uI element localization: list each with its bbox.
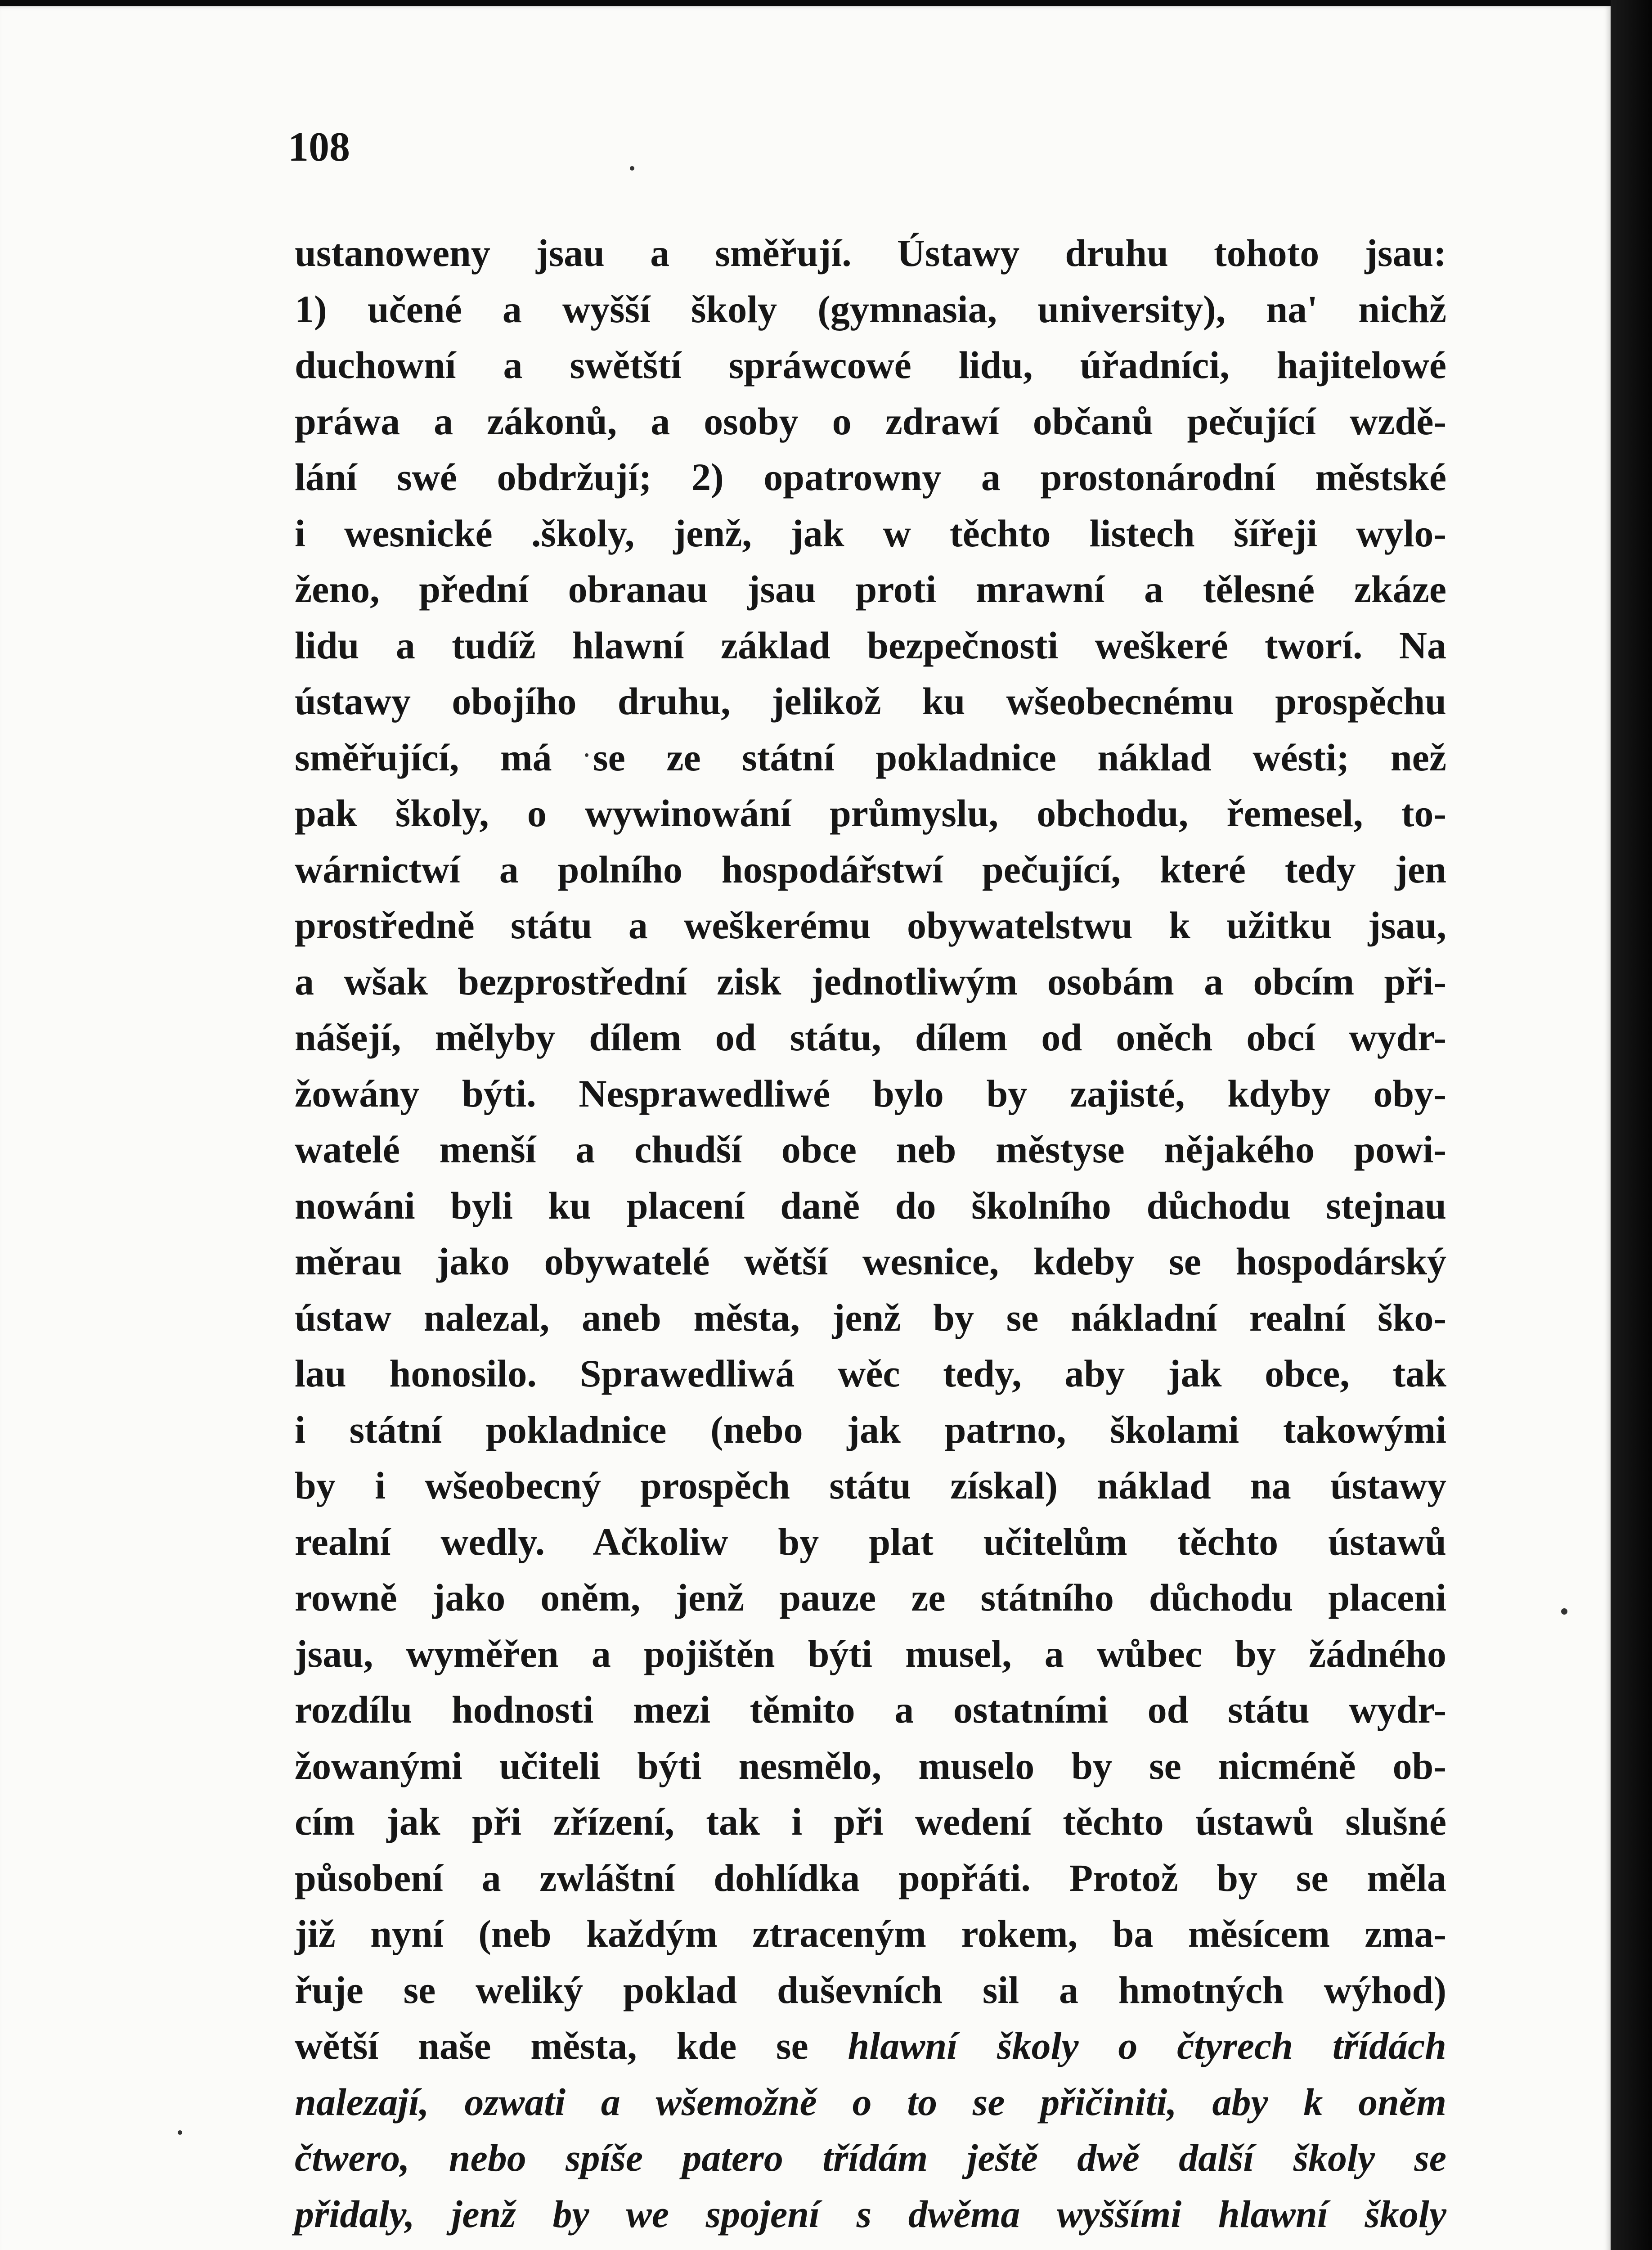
text-line: ústawy obojího druhu, jelikož ku wšeobecnému prospěchu: [295, 680, 1446, 723]
text-line: ustanoweny jsau a směřují. Ústawy druhu tohoto jsau:: [295, 231, 1446, 274]
text-line: a wšak bezprostřední zisk jednotliwým osobám a obcím při-: [295, 959, 1446, 1003]
text-line: lání swé obdržují; 2) opatrowny a prostonárodní městské: [295, 455, 1446, 499]
text-line: lidu a tudíž hlawní základ bezpečnosti weškeré tworí. Na: [295, 623, 1446, 667]
text-line: realní wedly. Ačkoliw by plat učitelům těchto ústawů: [295, 1520, 1446, 1563]
text-line: i státní pokladnice (nebo jak patrno, školami takowými: [295, 1408, 1446, 1451]
text-line-italic-part: hlawní školy o čtyrech třídách: [848, 2024, 1446, 2067]
text-line: směřující, má se ze státní pokladnice náklad wésti; než: [295, 735, 1446, 779]
body-text: [295, 225, 1446, 2242]
text-line: lau honosilo. Sprawedliwá wěc tedy, aby jak obce, tak: [295, 1352, 1446, 1395]
text-line: [295, 2018, 1446, 2074]
paper-speck: [1561, 1608, 1567, 1615]
text-line: řuje se weliký poklad duševních sil a hmotných wýhod): [295, 1968, 1446, 2012]
text-line: prostředně státu a weškerému obywatelstwu k užitku jsau,: [295, 904, 1446, 947]
text-line: práwa a zákonů, a osoby o zdrawí občanů pečující wzdě-: [295, 399, 1446, 443]
text-line: nalezají, ozwati a wšemožně o to se přičiniti, aby k oněm: [295, 2080, 1446, 2124]
text-line: přidaly, jenž by we spojení s dwěma wyššími hlawní školy: [295, 2192, 1446, 2236]
text-line: již nyní (neb každým ztraceným rokem, ba měsícem zma-: [295, 1912, 1446, 1955]
text-line: 1) učené a wyšší školy (gymnasia, university), na' nichž: [295, 287, 1446, 331]
paper-speck: [630, 166, 634, 171]
text-line: duchowní a swětští spráwcowé lidu, úřadníci, hajitelowé: [295, 343, 1446, 387]
text-line: žowanými učiteli býti nesmělo, muselo by se nicméně ob-: [295, 1744, 1446, 1787]
text-line: měrau jako obywatelé wětší wesnice, kdeby se hospodárský: [295, 1240, 1446, 1283]
text-line: ústaw nalezal, aneb města, jenž by se nákladní realní ško-: [295, 1296, 1446, 1339]
text-line: watelé menší a chudší obce neb městyse nějakého powi-: [295, 1128, 1446, 1171]
text-line: nowáni byli ku placení daně do školního důchodu stejnau: [295, 1184, 1446, 1227]
text-line: žowány býti. Nesprawedliwé bylo by zajisté, kdyby oby-: [295, 1071, 1446, 1115]
paper-speck: [178, 2130, 182, 2135]
text-line: rozdílu hodnosti mezi těmito a ostatními od státu wydr-: [295, 1688, 1446, 1731]
text-line: i wesnické .školy, jenž, jak w těchto listech šířeji wylo-: [295, 511, 1446, 555]
text-line: rowně jako oněm, jenž pauze ze státního důchodu placeni: [295, 1576, 1446, 1619]
text-line: čtwero, nebo spíše patero třídám ještě dwě další školy se: [295, 2136, 1446, 2179]
text-line-roman-part: wětší naše města, kde se: [295, 2024, 848, 2067]
text-line: by i wšeobecný prospěch státu získal) náklad na ústawy: [295, 1464, 1446, 1507]
scan-right-edge: [1611, 0, 1652, 2250]
text-line: jsau, wyměřen a pojištěn býti musel, a wůbec by žádného: [295, 1632, 1446, 1675]
page-number: 108: [288, 124, 350, 170]
text-line: ženo, přední obranau jsau proti mrawní a tělesné zkáze: [295, 567, 1446, 611]
text-line: pak školy, o wywinowání průmyslu, obchodu, řemesel, to-: [295, 792, 1446, 835]
text-line: nášejí, mělyby dílem od státu, dílem od oněch obcí wydr-: [295, 1016, 1446, 1059]
text-line: wárnictwí a polního hospodářstwí pečující, které tedy jen: [295, 847, 1446, 891]
text-line: působení a zwláštní dohlídka popřáti. Protož by se měla: [295, 1856, 1446, 1899]
text-line: cím jak při zřízení, tak i při wedení těchto ústawů slušné: [295, 1800, 1446, 1843]
